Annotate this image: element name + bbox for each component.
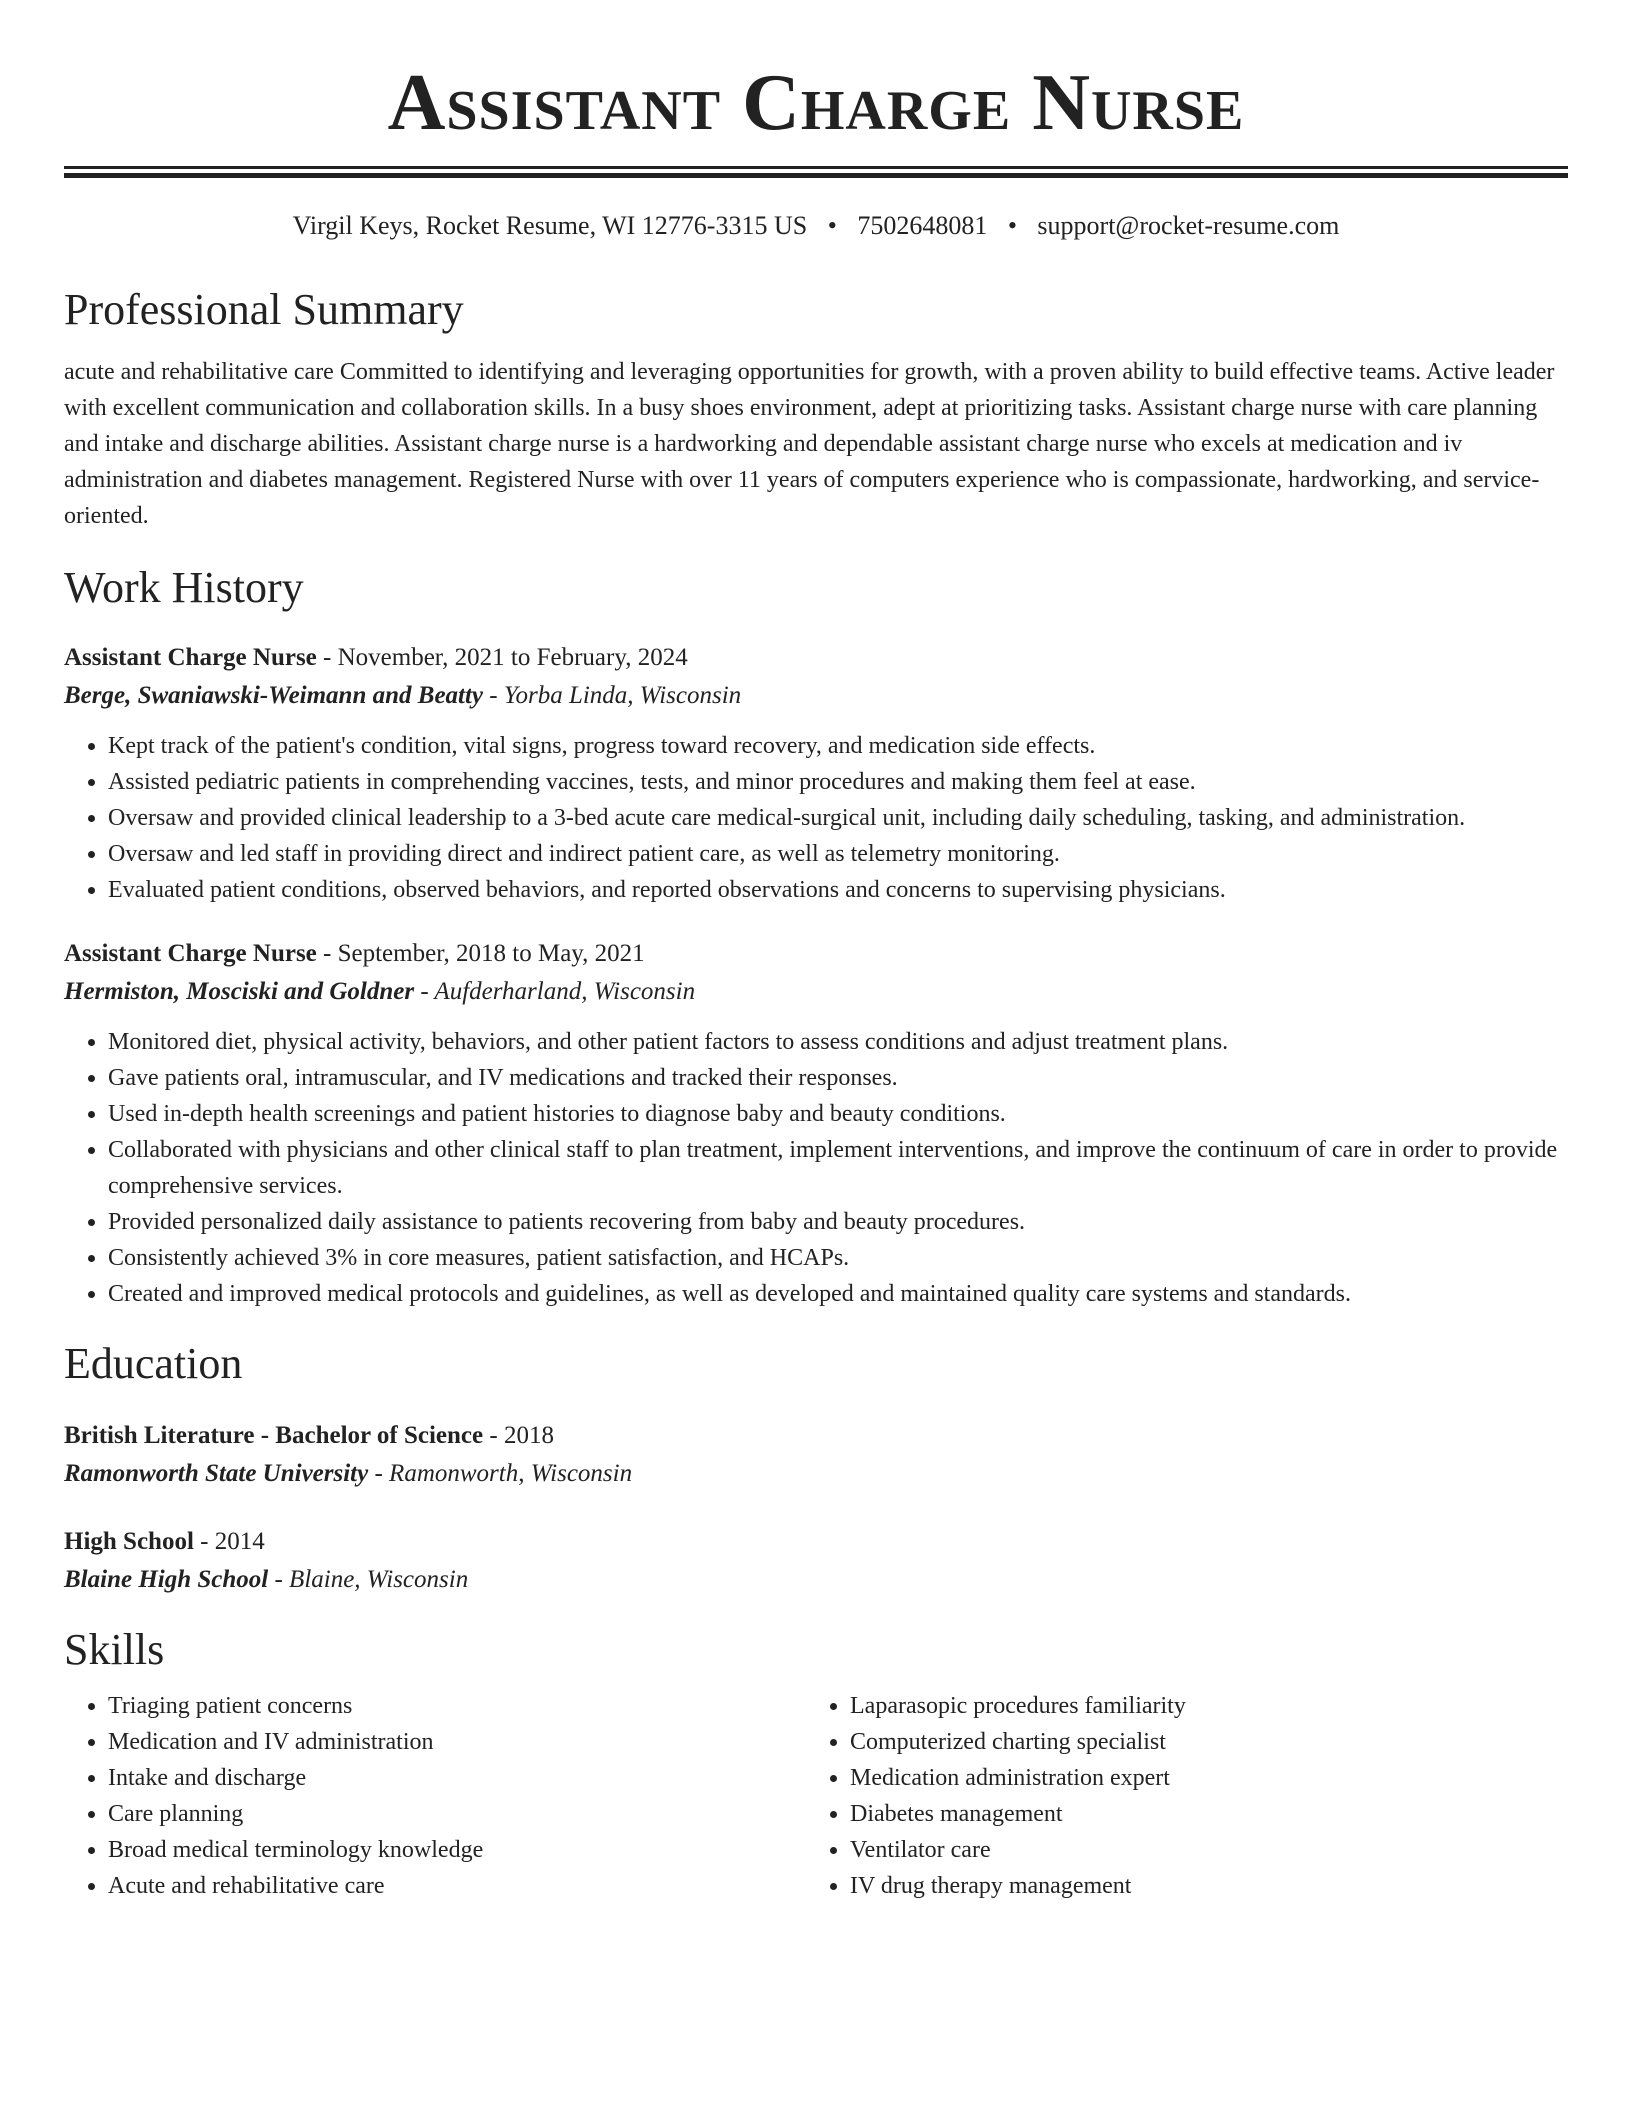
job-heading	[64, 936, 1568, 972]
list-item: • Laparasopic procedures familiarity	[850, 1688, 1548, 1724]
education-school-line	[64, 1454, 1568, 1494]
education-year: - 2014	[193, 1528, 265, 1555]
list-item: • Broad medical terminology knowledge	[108, 1832, 806, 1868]
education-year: - 2018	[483, 1422, 554, 1449]
list-item: • Monitored diet, physical activity, behaviors, and other patient factors to assess conditions and adjust treatment plans.	[108, 1024, 1568, 1060]
list-item: • Collaborated with physicians and other clinical staff to plan treatment, implement interventions, and improve the continuum of care in order to provide comprehensive services.	[108, 1132, 1568, 1204]
job-position: Assistant Charge Nurse	[64, 940, 317, 967]
job-bullets	[64, 1024, 1568, 1312]
list-item: • Evaluated patient conditions, observed behaviors, and reported observations and concerns to supervising physicians.	[108, 872, 1568, 908]
list-item: • Medication and IV administration	[108, 1724, 806, 1760]
list-item: • Medication administration expert	[850, 1760, 1548, 1796]
list-item: • Intake and discharge	[108, 1760, 806, 1796]
education-school-line	[64, 1560, 1568, 1600]
job-heading	[64, 640, 1568, 676]
skills-grid	[64, 1688, 1568, 1904]
education-heading	[64, 1418, 1568, 1454]
list-item: • Care planning	[108, 1796, 806, 1832]
education-location: - Blaine, Wisconsin	[268, 1566, 469, 1593]
education-location: - Ramonworth, Wisconsin	[368, 1460, 633, 1487]
list-item: • Computerized charting specialist	[850, 1724, 1548, 1760]
list-item: • IV drug therapy management	[850, 1868, 1548, 1904]
job-employer-line	[64, 972, 1568, 1012]
job-location: - Yorba Linda, Wisconsin	[483, 682, 742, 709]
education-entry	[64, 1524, 1568, 1600]
job-company: Berge, Swaniawski-Weimann and Beatty	[64, 682, 484, 709]
education-degree: High School	[64, 1528, 194, 1555]
job-bullets	[64, 728, 1568, 908]
job-employer-line	[64, 676, 1568, 716]
list-item: • Oversaw and provided clinical leadership to a 3-bed acute care medical-surgical unit, including daily scheduling, tasking, and administration.	[108, 800, 1568, 836]
section-title-education: Education	[64, 1339, 243, 1388]
resume-name: Assistant Charge Nurse	[387, 59, 1245, 147]
list-item: • Kept track of the patient's condition, vital signs, progress toward recovery, and medication side effects.	[108, 728, 1568, 764]
contact-address: Virgil Keys, Rocket Resume, WI 12776-3315 US	[292, 211, 808, 240]
list-item: • Oversaw and led staff in providing direct and indirect patient care, as well as telemetry monitoring.	[108, 836, 1568, 872]
education-school: Blaine High School	[64, 1566, 269, 1593]
job-entry	[64, 936, 1568, 1312]
list-item: • Gave patients oral, intramuscular, and IV medications and tracked their responses.	[108, 1060, 1568, 1096]
contact-line	[64, 210, 1568, 242]
job-entry	[64, 640, 1568, 908]
list-item: • Diabetes management	[850, 1796, 1548, 1832]
contact-separator: •	[827, 211, 837, 240]
list-item: • Used in-depth health screenings and patient histories to diagnose baby and beauty conditions.	[108, 1096, 1568, 1132]
job-company: Hermiston, Mosciski and Goldner	[64, 978, 415, 1005]
job-position: Assistant Charge Nurse	[64, 644, 317, 671]
education-heading	[64, 1524, 1568, 1560]
list-item: • Created and improved medical protocols and guidelines, as well as developed and maintained quality care systems and standards.	[108, 1276, 1568, 1312]
list-item: • Consistently achieved 3% in core measures, patient satisfaction, and HCAPs.	[108, 1240, 1568, 1276]
job-dates: - November, 2021 to February, 2024	[316, 644, 688, 671]
education-degree: British Literature - Bachelor of Science	[64, 1422, 484, 1449]
section-title-work-history: Work History	[64, 563, 304, 612]
education-entry	[64, 1418, 1568, 1494]
contact-email: support@rocket-resume.com	[1037, 211, 1340, 240]
summary-text: acute and rehabilitative care Committed to identifying and leveraging opportunities for growth, with a proven ability to build effective teams. Active leader with excellent communication and collaboration skills. In a busy shoes environment, adept at prioritizing tasks. Assistant charge nurse with care planning and intake and discharge abilities. Assistant charge nurse is a hardworking and dependable assistant charge nurse who excels at medication and iv administration and diabetes management. Registered Nurse with over 11 years of computers experience who is compassionate, hardworking, and service-oriented.	[64, 359, 1555, 529]
list-item: • Triaging patient concerns	[108, 1688, 806, 1724]
skills-column-left	[64, 1688, 806, 1904]
list-item: • Assisted pediatric patients in comprehending vaccines, tests, and minor procedures and making them feel at ease.	[108, 764, 1568, 800]
list-item: • Ventilator care	[850, 1832, 1548, 1868]
skills-column-right	[806, 1688, 1548, 1904]
education-school: Ramonworth State University	[64, 1460, 369, 1487]
job-location: - Aufderharland, Wisconsin	[414, 978, 696, 1005]
header-double-rule	[64, 166, 1568, 178]
list-item: • Acute and rehabilitative care	[108, 1868, 806, 1904]
list-item: • Provided personalized daily assistance to patients recovering from baby and beauty procedures.	[108, 1204, 1568, 1240]
contact-separator: •	[1007, 211, 1017, 240]
section-title-skills: Skills	[64, 1625, 165, 1674]
contact-phone: 7502648081	[857, 211, 988, 240]
section-title-summary: Professional Summary	[64, 285, 464, 334]
job-dates: - September, 2018 to May, 2021	[316, 940, 645, 967]
